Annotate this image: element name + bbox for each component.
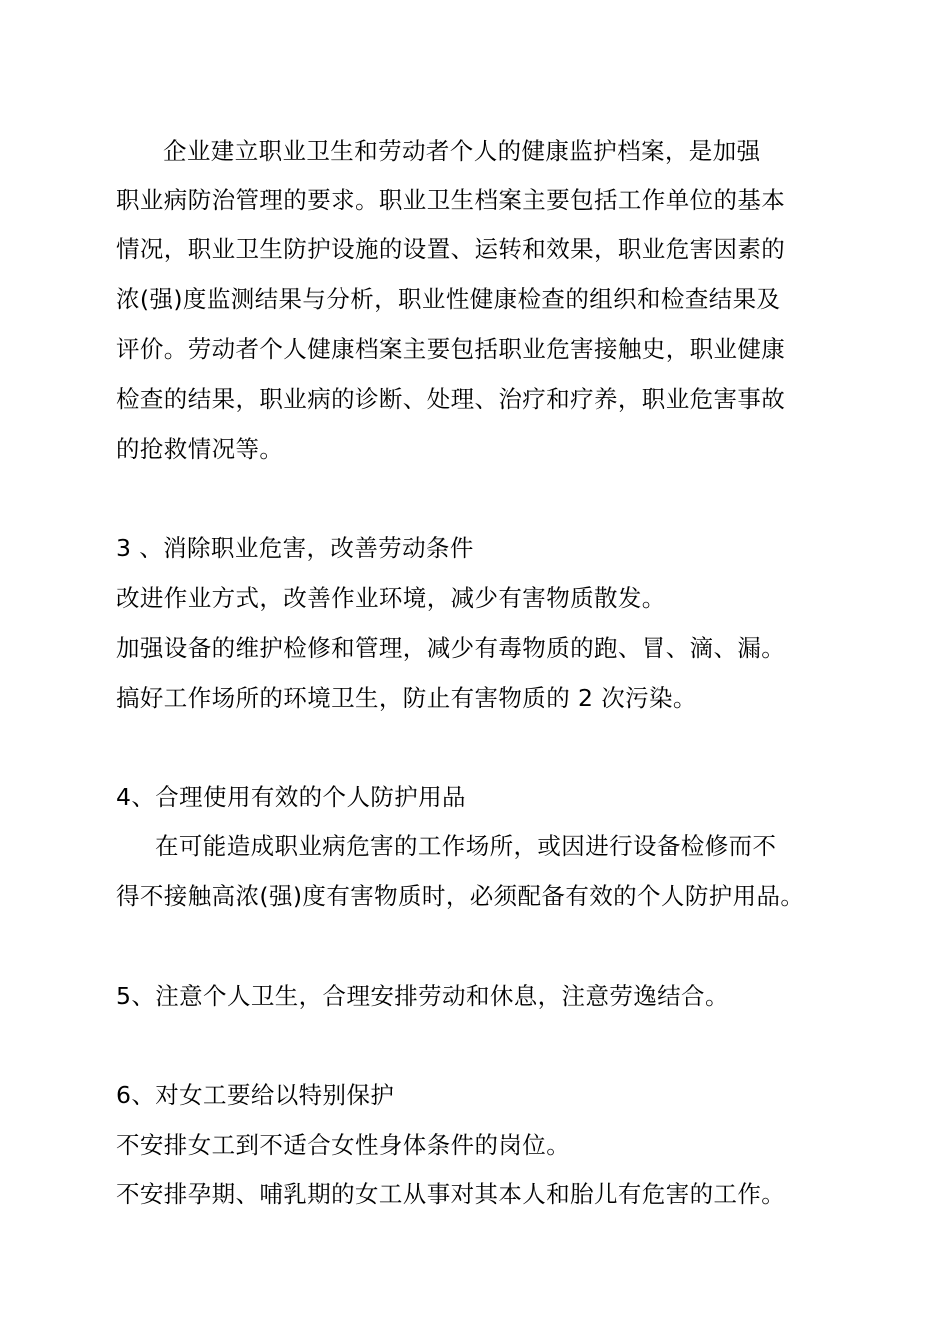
section-heading: 5、注意个人卫生，合理安排劳动和休息，注意劳逸结合。 <box>116 982 729 1010</box>
list-item: 不安排女工到不适合女性身体条件的岗位。 <box>116 1131 571 1159</box>
list-item: 加强设备的维护检修和管理，减少有毒物质的跑、冒、滴、漏。 <box>116 634 786 662</box>
paragraph-line: 职业病防治管理的要求。职业卫生档案主要包括工作单位的基本 <box>116 186 786 214</box>
paragraph-line: 评价。劳动者个人健康档案主要包括职业危害接触史，职业健康 <box>116 335 786 363</box>
section-heading: 6、对女工要给以特别保护 <box>116 1081 395 1109</box>
paragraph-line: 的抢救情况等。 <box>116 435 284 463</box>
paragraph-line: 浓(强)度监测结果与分析，职业性健康检查的组织和检查结果及 <box>116 285 781 313</box>
paragraph-line: 得不接触高浓(强)度有害物质时，必须配备有效的个人防护用品。 <box>116 882 805 910</box>
list-item: 搞好工作场所的环境卫生，防止有害物质的 2 次污染。 <box>116 684 697 712</box>
paragraph-line: 在可能造成职业病危害的工作场所，或因进行设备检修而不 <box>155 832 777 860</box>
list-item: 改进作业方式，改善作业环境，减少有害物质散发。 <box>116 584 666 612</box>
section-heading: 4、合理使用有效的个人防护用品 <box>116 783 466 811</box>
paragraph-line: 企业建立职业卫生和劳动者个人的健康监护档案，是加强 <box>163 137 761 165</box>
paragraph-line: 检查的结果，职业病的诊断、处理、治疗和疗养，职业危害事故 <box>116 385 786 413</box>
paragraph-line: 情况，职业卫生防护设施的设置、运转和效果，职业危害因素的 <box>116 235 786 263</box>
section-heading: 3 、消除职业危害，改善劳动条件 <box>116 534 474 562</box>
list-item: 不安排孕期、哺乳期的女工从事对其本人和胎儿有危害的工作。 <box>116 1180 786 1208</box>
